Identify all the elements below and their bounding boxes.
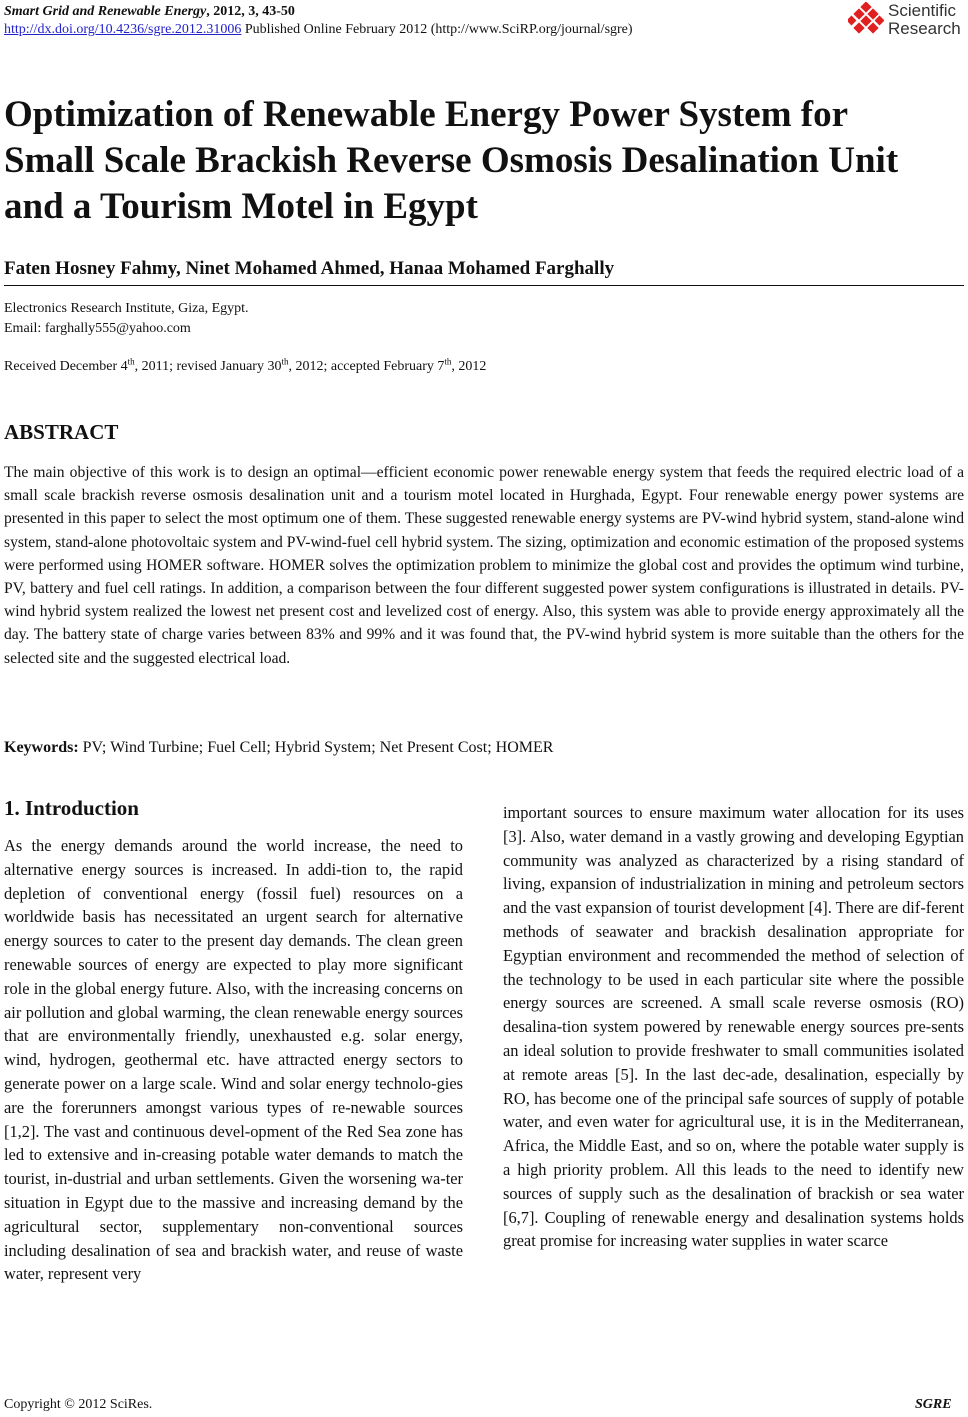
abstract-text: The main objective of this work is to design an optimal—efficient economic power renewable energy system that feeds the required electric load of a small scale brackish reverse osmosis desalination unit and a tourism motel located in Hurghada, Egypt. Four renewable energy power systems are presented in this paper to select the most optimum one of them. These suggested renewable energy systems are PV-wind hybrid system, stand-alone wind system, stand-alone photovoltaic system and PV-wind-fuel cell hybrid system. The sizing, optimization and economic estimation of the proposed systems were performed using HOMER software. HOMER solves the optimization problem to minimize the global cost and provides the optimum wind turbine, PV, battery and fuel cell ratings. In addition, a comparison between the four different suggested power system configurations is illustrated in details. PV-wind hybrid system realized the lowest net present cost and levelized cost of energy. Also, this system was able to provide energy approximately all the day. The battery state of charge varies between 83% and 99% and it was found that, the PV-wind hybrid system is more suitable than the others for the selected site and the suggested electrical load. — [4, 464, 964, 667]
accepted-year: , 2012 — [451, 359, 487, 374]
copyright-footer: Copyright © 2012 SciRes. — [4, 1397, 153, 1412]
published-info: Published Online February 2012 (http://www.SciRP.org/journal/sgre) — [241, 22, 633, 37]
affiliation: Electronics Research Institute, Giza, Egypt. — [4, 301, 249, 316]
doi-link[interactable]: http://dx.doi.org/10.4236/sgre.2012.31006 — [4, 22, 242, 37]
email[interactable]: Email: farghally555@yahoo.com — [4, 321, 191, 336]
accepted-text: , 2012; accepted February 7 — [288, 359, 445, 374]
volume-info: , 2012, 3, 43-50 — [206, 4, 295, 19]
logo-line-2: Research — [888, 19, 961, 38]
paper-title — [4, 92, 964, 230]
title-line-3: and a Tourism Motel in Egypt — [4, 186, 478, 227]
intro-right-column: important sources to ensure maximum water allocation for its uses [3]. Also, water demand in a vastly growing and developing Egyptian community was analyzed as characterized by a rising standard of living, expansion of industrialization in mining and petroleum sectors and the vast expansion of tourist development [4]. There are dif-ferent methods of seawater and brackish desalination appropriate for Egyptian environment and recommended the method of selection of the technology to be used in each particular site where the possible energy sources are screened. A small scale reverse osmosis (RO) desalina-tion system powered by renewable energy sources pre-sents an ideal solution to provide freshwater to small communities isolated at remote areas [5]. In the last dec-ade, desalination, especially by RO, has become one of the principal safe sources of supply of potable water, and even water for agricultural use, it is in the Mediterranean, Africa, the Middle East, and so on, where the potable water supply is a high priority problem. All this leads to the need to identify new sources of supply such as the desalination of brackish or sea water [6,7]. Coupling of renewable energy and desalination systems holds great promise for increasing water supplies in water scarce — [503, 803, 964, 1251]
received-text: Received December 4 — [4, 359, 128, 374]
abstract-heading: ABSTRACT — [4, 420, 119, 444]
ordinal-suffix: th — [281, 356, 289, 367]
scientific-research-logo-icon — [848, 2, 884, 38]
keywords — [4, 739, 553, 757]
title-line-2: Small Scale Brackish Reverse Osmosis Desalination Unit — [4, 140, 899, 181]
journal-name: Smart Grid and Renewable Energy — [4, 4, 207, 19]
author-divider — [4, 285, 964, 286]
logo-text — [888, 2, 961, 38]
intro-left-column: As the energy demands around the world increase, the need to alternative energy sources is increased. In addi-tion to, the rapid depletion of conventional energy (fossil fuel) resources on a worldwide basis has necessitated an urgent search for alternative energy sources to cater to the present day demands. The clean green renewable sources of energy are expected to play more significant role in the global energy future. Also, with the increasing concerns on air pollution and global warming, the clean renewable energy sources that are environmentally friendly, unexhausted e.g. solar energy, wind, hydrogen, geothermal etc. have attracted energy sectors to generate power on a large scale. Wind and solar energy technolo-gies are the forerunners amongst various types of re-newable sources [1,2]. The vast and continuous devel-opment of the Red Sea zone has led to extensive and in-creasing potable water demands to match the tourist, in-dustrial and urban settlements. Given the worsening wa-ter situation in Egypt due to the massive and increasing demand by the agricultural sector, supplementary non-conventional sources including desalination of sea and brackish water, and reuse of waste water, represent very — [4, 836, 463, 1284]
section-heading-introduction: 1. Introduction — [4, 796, 139, 820]
revised-text: , 2011; revised January 30 — [134, 359, 282, 374]
received-dates — [4, 356, 487, 375]
logo-line-1: Scientific — [888, 1, 957, 20]
affiliation-block — [4, 299, 249, 339]
title-line-1: Optimization of Renewable Energy Power System for — [4, 94, 849, 135]
author-list: Faten Hosney Fahmy, Ninet Mohamed Ahmed, Hanaa Mohamed Farghally — [4, 258, 615, 279]
publisher-logo[interactable] — [848, 2, 966, 40]
journal-citation — [4, 4, 295, 20]
keywords-list: PV; Wind Turbine; Fuel Cell; Hybrid System; Net Present Cost; HOMER — [78, 739, 554, 756]
ordinal-suffix: th — [444, 356, 452, 367]
doi-line — [4, 22, 633, 38]
journal-abbrev-footer: SGRE — [915, 1397, 952, 1412]
keywords-label: Keywords: — [4, 739, 79, 756]
ordinal-suffix: th — [127, 356, 135, 367]
